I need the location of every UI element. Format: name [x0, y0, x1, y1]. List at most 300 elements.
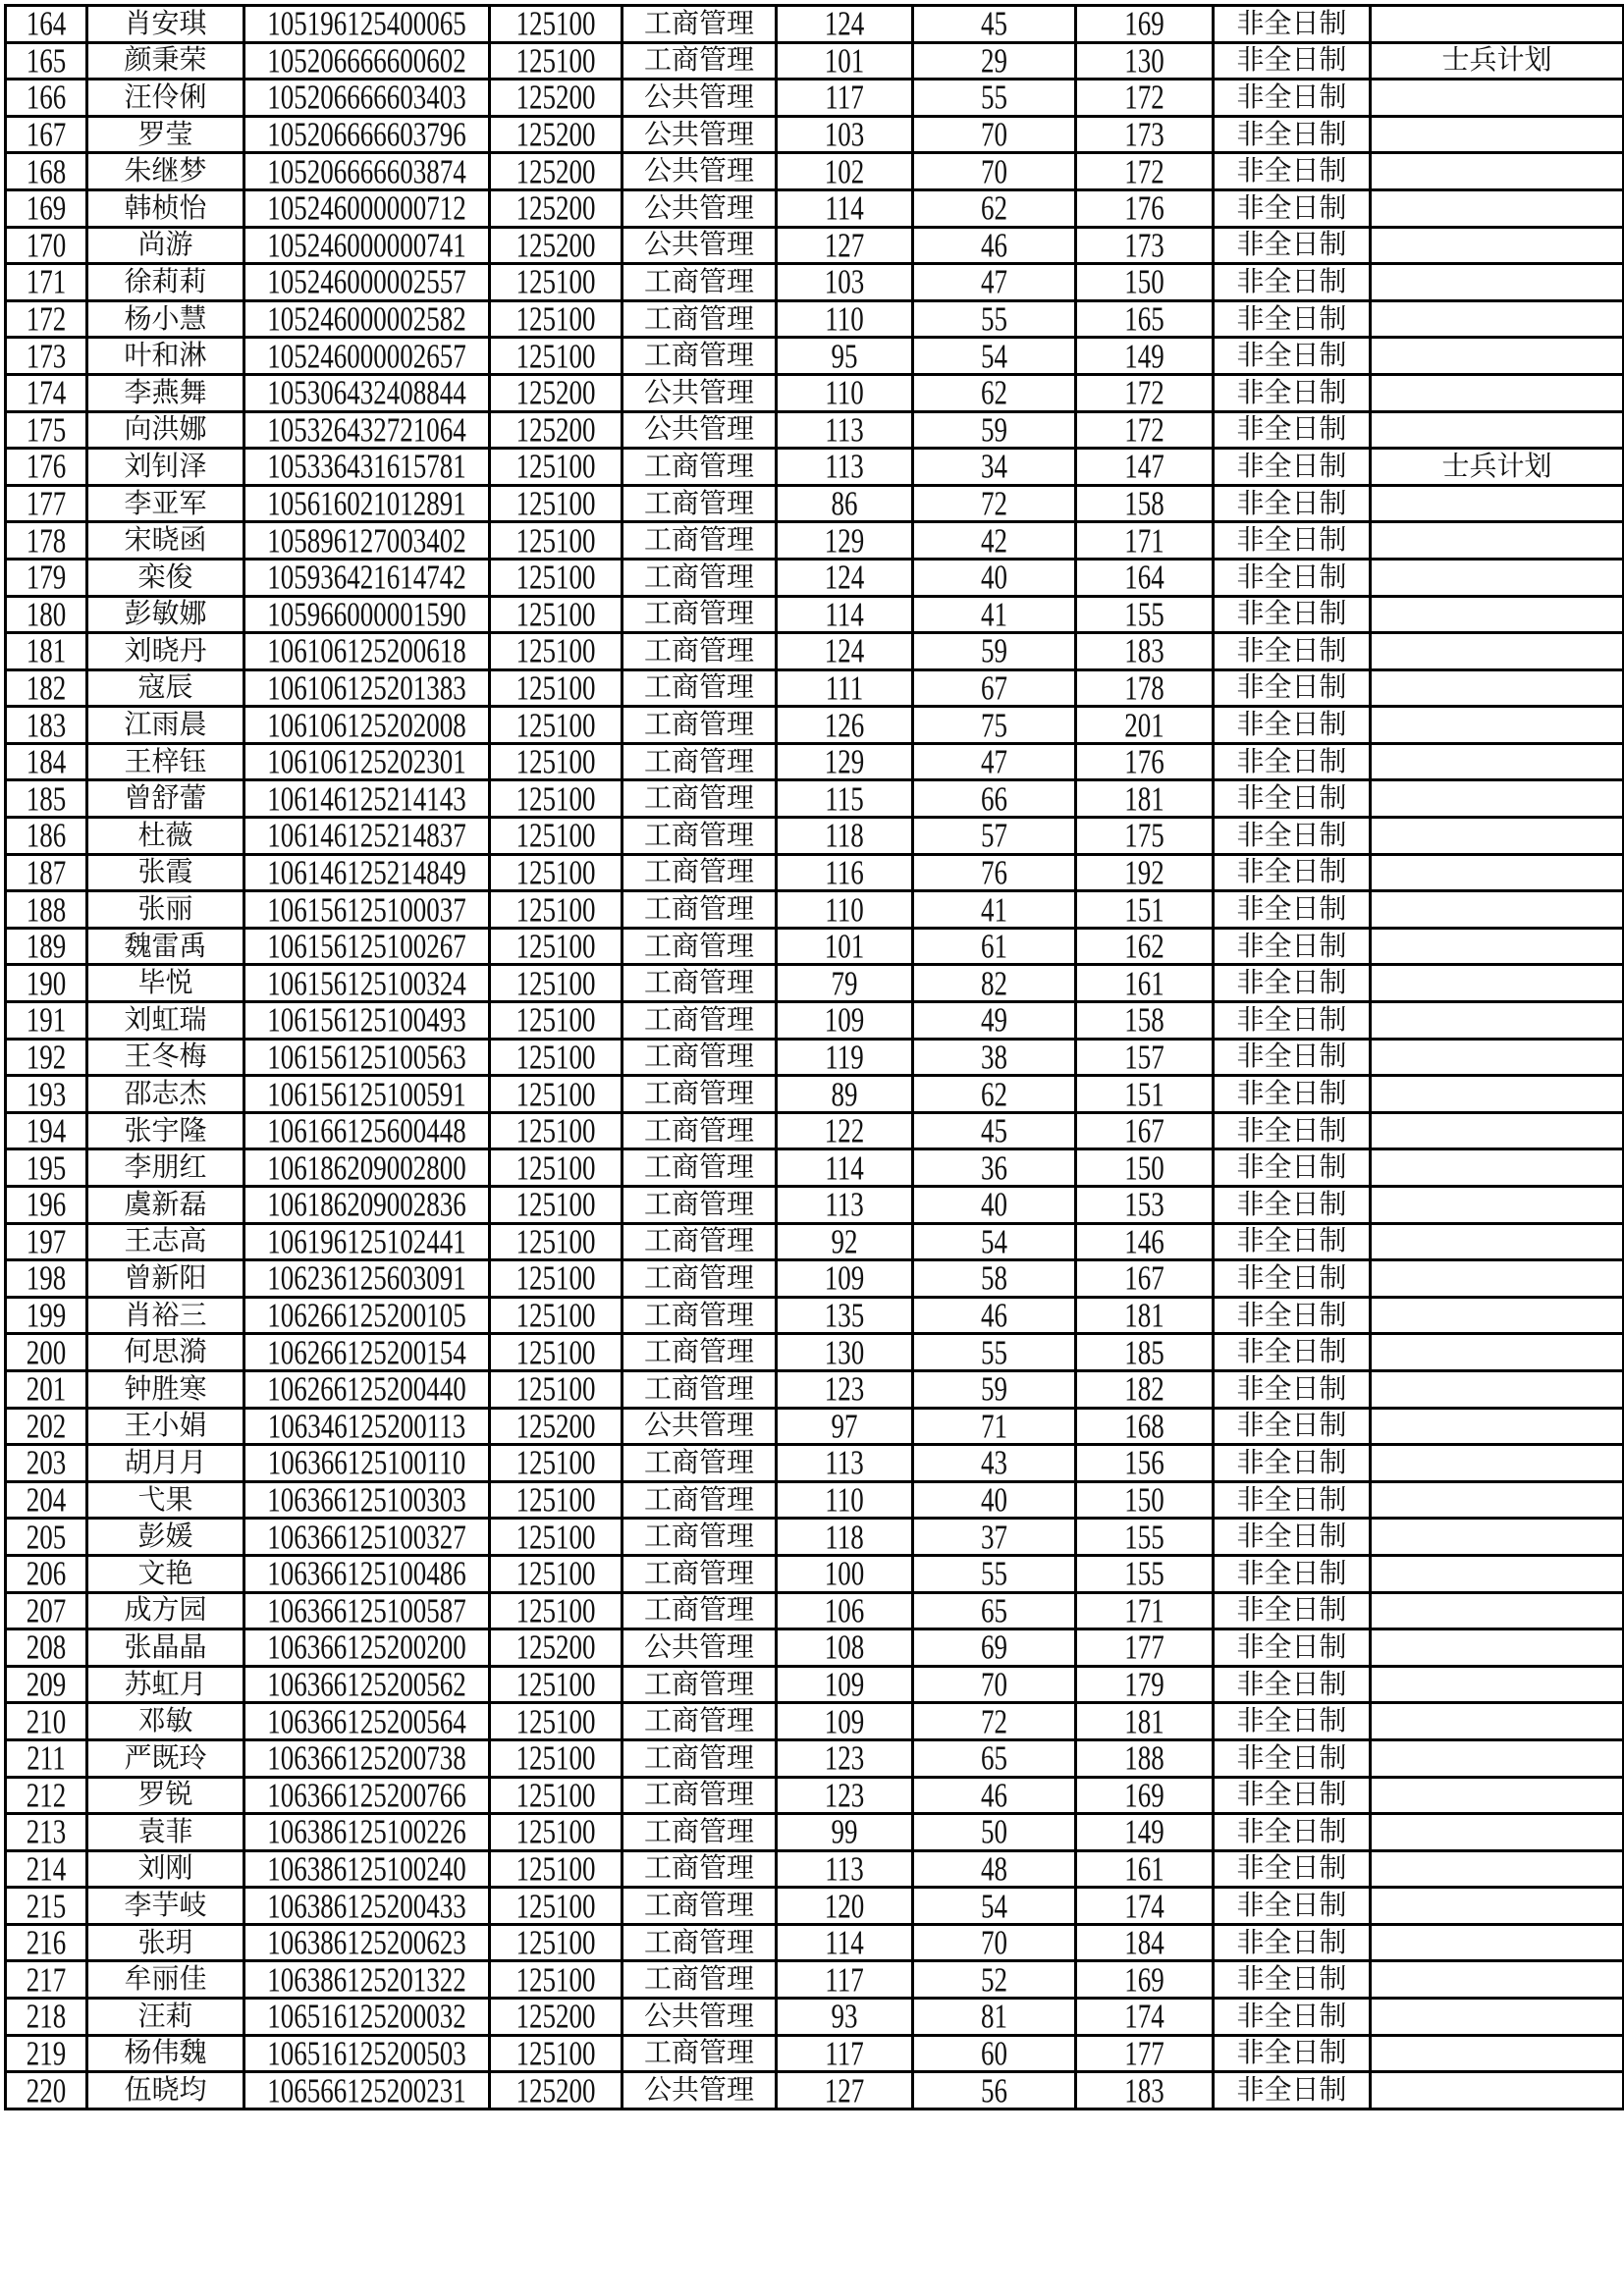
total-score-cell	[1076, 42, 1214, 80]
study-mode-cell	[1214, 449, 1371, 486]
score-2-cell	[913, 965, 1076, 1002]
score-1: 123	[824, 1739, 865, 1777]
table-row	[6, 1924, 1624, 1961]
total-score-cell	[1076, 80, 1214, 117]
program-code-cell	[490, 1961, 623, 1999]
row-number: 198	[26, 1259, 67, 1298]
score-1: 92	[831, 1223, 858, 1260]
score-1-cell	[777, 1629, 913, 1667]
score-2: 59	[981, 411, 1007, 449]
program-code: 125200	[515, 189, 596, 228]
exam-id: 106366125100110	[267, 1444, 466, 1482]
row-number-cell	[6, 1703, 87, 1740]
exam-id: 105306432408844	[267, 374, 466, 412]
study-mode-cell	[1214, 80, 1371, 117]
exam-id: 106266125200105	[267, 1297, 466, 1334]
candidate-name-cell	[87, 559, 244, 596]
score-2: 55	[981, 79, 1007, 117]
exam-id: 105336431615781	[267, 448, 466, 486]
row-number: 189	[26, 928, 67, 965]
score-1-cell	[777, 1555, 913, 1592]
score-1-cell	[777, 1814, 913, 1851]
score-2-cell	[913, 1999, 1076, 2036]
total-score-cell	[1076, 1739, 1214, 1777]
row-number-cell	[6, 1039, 87, 1076]
table-row	[6, 1002, 1624, 1040]
exam-id: 105206666603403	[267, 79, 466, 117]
program-code: 125100	[515, 1039, 596, 1076]
program-name-cell	[623, 1334, 777, 1371]
table-row	[6, 1297, 1624, 1334]
score-2: 70	[981, 152, 1007, 190]
score-1: 123	[824, 1777, 865, 1814]
row-number: 197	[26, 1223, 67, 1260]
note-cell	[1371, 743, 1624, 780]
study-mode-cell	[1214, 1297, 1371, 1334]
exam-id-cell	[244, 1187, 490, 1224]
note-cell	[1371, 1039, 1624, 1076]
program-name: 公共管理	[643, 230, 754, 261]
score-2: 81	[981, 1998, 1007, 2036]
row-number-cell	[6, 1961, 87, 1999]
program-code: 125200	[515, 374, 596, 412]
score-2: 70	[981, 1924, 1007, 1961]
exam-id-cell	[244, 596, 490, 633]
program-code: 125100	[515, 1333, 596, 1371]
row-number-cell	[6, 1666, 87, 1703]
score-1: 126	[824, 706, 865, 744]
exam-id: 106166125600448	[267, 1112, 466, 1149]
program-name: 公共管理	[643, 414, 754, 446]
note-cell	[1371, 189, 1624, 227]
row-number: 214	[26, 1850, 67, 1888]
score-1-cell	[777, 854, 913, 891]
study-mode: 非全日制	[1236, 414, 1347, 446]
total-score-cell	[1076, 1445, 1214, 1482]
table-row	[6, 559, 1624, 596]
study-mode-cell	[1214, 1260, 1371, 1298]
row-number: 176	[26, 448, 67, 486]
candidate-name: 张玥	[137, 1927, 193, 1958]
total-score: 155	[1124, 1518, 1164, 1556]
score-1-cell	[777, 338, 913, 375]
program-name-cell	[623, 6, 777, 43]
row-number: 174	[26, 374, 67, 412]
row-number: 173	[26, 337, 67, 375]
program-name-cell	[623, 1999, 777, 2036]
row-number-cell	[6, 338, 87, 375]
score-2-cell	[913, 596, 1076, 633]
study-mode: 非全日制	[1236, 1853, 1347, 1885]
study-mode-cell	[1214, 1519, 1371, 1556]
table-row	[6, 2072, 1624, 2109]
score-1-cell	[777, 1039, 913, 1076]
study-mode: 非全日制	[1236, 599, 1347, 630]
program-code: 125100	[515, 1370, 596, 1409]
exam-id-cell	[244, 374, 490, 411]
score-1: 117	[825, 79, 864, 117]
score-2-cell	[913, 189, 1076, 227]
score-1-cell	[777, 2072, 913, 2109]
total-score-cell	[1076, 1334, 1214, 1371]
score-1: 110	[825, 300, 864, 338]
note-cell	[1371, 1112, 1624, 1149]
total-score: 181	[1124, 1297, 1164, 1334]
total-score-cell	[1076, 1112, 1214, 1149]
program-name: 工商管理	[643, 820, 754, 851]
total-score: 172	[1124, 79, 1164, 117]
candidate-name: 韩桢怡	[124, 192, 207, 224]
study-mode-cell	[1214, 411, 1371, 449]
exam-id: 106156125100493	[267, 1001, 466, 1040]
program-code-cell	[490, 1445, 623, 1482]
study-mode: 非全日制	[1236, 1152, 1347, 1184]
program-code: 125100	[515, 2035, 596, 2072]
total-score: 177	[1124, 1629, 1164, 1667]
study-mode-cell	[1214, 1739, 1371, 1777]
study-mode: 非全日制	[1236, 1706, 1347, 1737]
row-number: 181	[26, 632, 67, 670]
program-code-cell	[490, 1076, 623, 1113]
exam-id: 106156125100267	[267, 928, 466, 965]
total-score: 162	[1124, 928, 1164, 965]
program-code-cell	[490, 2072, 623, 2109]
row-number: 167	[26, 116, 67, 153]
score-2-cell	[913, 1924, 1076, 1961]
program-name: 公共管理	[643, 2075, 754, 2107]
study-mode: 非全日制	[1236, 1964, 1347, 1996]
candidate-name-cell	[87, 300, 244, 338]
row-number: 170	[26, 227, 67, 264]
score-1-cell	[777, 743, 913, 780]
program-code: 125100	[515, 559, 596, 596]
program-name: 公共管理	[643, 1631, 754, 1663]
study-mode-cell	[1214, 1814, 1371, 1851]
program-name-cell	[623, 1629, 777, 1667]
study-mode-cell	[1214, 1002, 1371, 1040]
exam-id: 106516125200503	[267, 2035, 466, 2072]
program-code-cell	[490, 854, 623, 891]
row-number-cell	[6, 1149, 87, 1187]
candidate-name: 栾俊	[137, 561, 193, 593]
candidate-name-cell	[87, 485, 244, 522]
total-score: 146	[1124, 1223, 1164, 1260]
exam-id-cell	[244, 559, 490, 596]
program-name-cell	[623, 891, 777, 929]
score-2: 56	[981, 2071, 1007, 2109]
note-cell	[1371, 42, 1624, 80]
program-name: 工商管理	[643, 1522, 754, 1553]
total-score: 192	[1124, 854, 1164, 891]
score-2: 40	[981, 559, 1007, 596]
candidate-name: 苏虹月	[124, 1669, 207, 1700]
program-name: 工商管理	[643, 710, 754, 741]
score-2-cell	[913, 153, 1076, 190]
table-row	[6, 669, 1624, 707]
total-score-cell	[1076, 1149, 1214, 1187]
row-number: 193	[26, 1075, 67, 1113]
score-2: 69	[981, 1629, 1007, 1667]
exam-id: 106386125200623	[267, 1924, 466, 1961]
score-2: 40	[981, 1481, 1007, 1519]
total-score: 171	[1124, 521, 1164, 560]
program-code-cell	[490, 1519, 623, 1556]
study-mode: 非全日制	[1236, 1115, 1347, 1147]
program-code-cell	[490, 1002, 623, 1040]
table-row	[6, 854, 1624, 891]
study-mode-cell	[1214, 1481, 1371, 1519]
study-mode-cell	[1214, 1703, 1371, 1740]
exam-id-cell	[244, 633, 490, 670]
study-mode: 非全日制	[1236, 303, 1347, 335]
row-number: 209	[26, 1666, 67, 1703]
total-score: 173	[1124, 116, 1164, 153]
note-cell	[1371, 780, 1624, 818]
score-2: 59	[981, 632, 1007, 670]
score-2-cell	[913, 854, 1076, 891]
candidate-name: 寇辰	[137, 672, 193, 704]
exam-id-cell	[244, 1149, 490, 1187]
total-score: 172	[1124, 152, 1164, 190]
total-score-cell	[1076, 1187, 1214, 1224]
score-1: 123	[824, 1370, 865, 1409]
row-number: 182	[26, 669, 67, 707]
row-number: 183	[26, 706, 67, 744]
score-2: 52	[981, 1960, 1007, 1999]
row-number-cell	[6, 1187, 87, 1224]
table-row	[6, 1666, 1624, 1703]
row-number: 203	[26, 1444, 67, 1482]
program-name-cell	[623, 1370, 777, 1408]
program-name: 工商管理	[643, 341, 754, 372]
exam-id: 106156125100324	[267, 964, 466, 1002]
total-score-cell	[1076, 633, 1214, 670]
note-cell	[1371, 1334, 1624, 1371]
total-score-cell	[1076, 854, 1214, 891]
candidate-name-cell	[87, 1149, 244, 1187]
score-1: 100	[824, 1555, 865, 1593]
exam-id: 106266125200154	[267, 1333, 466, 1371]
study-mode: 非全日制	[1236, 2075, 1347, 2107]
study-mode: 非全日制	[1236, 746, 1347, 777]
row-number-cell	[6, 1297, 87, 1334]
row-number: 191	[26, 1001, 67, 1040]
total-score: 177	[1124, 2035, 1164, 2072]
row-number-cell	[6, 80, 87, 117]
program-code-cell	[490, 707, 623, 744]
exam-id: 105326432721064	[267, 411, 466, 449]
note: 士兵计划	[1441, 451, 1552, 482]
study-mode: 非全日制	[1236, 672, 1347, 704]
score-2: 48	[981, 1850, 1007, 1888]
program-name-cell	[623, 854, 777, 891]
note-cell	[1371, 707, 1624, 744]
candidate-name: 曾舒蕾	[124, 783, 207, 815]
candidate-name: 江雨晨	[124, 710, 207, 741]
total-score-cell	[1076, 1888, 1214, 1925]
candidate-name-cell	[87, 1703, 244, 1740]
candidate-name-cell	[87, 1924, 244, 1961]
total-score-cell	[1076, 1592, 1214, 1629]
score-2: 72	[981, 1702, 1007, 1740]
study-mode-cell	[1214, 2072, 1371, 2109]
row-number: 187	[26, 854, 67, 891]
score-1: 113	[825, 1850, 864, 1888]
table-row	[6, 2035, 1624, 2072]
total-score-cell	[1076, 1076, 1214, 1113]
study-mode-cell	[1214, 854, 1371, 891]
row-number-cell	[6, 374, 87, 411]
note-cell	[1371, 1592, 1624, 1629]
exam-id: 106106125201383	[267, 669, 466, 707]
row-number: 205	[26, 1518, 67, 1556]
program-name-cell	[623, 1481, 777, 1519]
score-2-cell	[913, 669, 1076, 707]
row-number: 213	[26, 1813, 67, 1851]
score-2: 50	[981, 1813, 1007, 1851]
candidate-name: 宋晓函	[124, 525, 207, 557]
program-code: 125100	[515, 1739, 596, 1777]
row-number: 171	[26, 263, 67, 301]
program-name: 工商管理	[643, 1262, 754, 1294]
program-code-cell	[490, 264, 623, 301]
score-2-cell	[913, 1297, 1076, 1334]
exam-id-cell	[244, 338, 490, 375]
candidate-name-cell	[87, 780, 244, 818]
program-code: 125100	[515, 337, 596, 375]
exam-id-cell	[244, 780, 490, 818]
score-2-cell	[913, 6, 1076, 43]
note-cell	[1371, 1555, 1624, 1592]
table-row	[6, 1481, 1624, 1519]
score-1: 103	[824, 116, 865, 153]
program-name-cell	[623, 485, 777, 522]
score-1: 120	[824, 1887, 865, 1925]
program-name-cell	[623, 1555, 777, 1592]
table-row	[6, 300, 1624, 338]
score-2-cell	[913, 116, 1076, 153]
candidate-name-cell	[87, 1408, 244, 1445]
note-cell	[1371, 1002, 1624, 1040]
program-code: 125200	[515, 2071, 596, 2109]
exam-id: 106106125202301	[267, 743, 466, 780]
row-number: 201	[26, 1370, 67, 1409]
candidate-name-cell	[87, 1592, 244, 1629]
exam-id-cell	[244, 6, 490, 43]
candidate-name: 徐莉莉	[124, 266, 207, 297]
table-body	[6, 6, 1624, 2109]
score-2: 54	[981, 1223, 1007, 1260]
note-cell	[1371, 2035, 1624, 2072]
row-number-cell	[6, 449, 87, 486]
candidate-name-cell	[87, 338, 244, 375]
exam-id: 105616021012891	[267, 485, 466, 522]
score-2-cell	[913, 1961, 1076, 1999]
exam-id: 106366125200738	[267, 1739, 466, 1777]
row-number-cell	[6, 1888, 87, 1925]
candidate-name-cell	[87, 153, 244, 190]
exam-id: 106386125100226	[267, 1813, 466, 1851]
score-1-cell	[777, 1408, 913, 1445]
program-name: 工商管理	[643, 1780, 754, 1811]
total-score: 172	[1124, 374, 1164, 412]
candidate-name: 牟丽佳	[124, 1964, 207, 1996]
row-number: 178	[26, 521, 67, 560]
program-name: 工商管理	[643, 1706, 754, 1737]
total-score: 182	[1124, 1370, 1164, 1409]
admission-score-table	[4, 4, 1624, 2110]
score-2: 41	[981, 596, 1007, 633]
table-row	[6, 1850, 1624, 1888]
total-score: 151	[1124, 1075, 1164, 1113]
score-2-cell	[913, 1888, 1076, 1925]
exam-id-cell	[244, 707, 490, 744]
program-name-cell	[623, 449, 777, 486]
program-code-cell	[490, 374, 623, 411]
candidate-name-cell	[87, 1334, 244, 1371]
total-score: 171	[1124, 1592, 1164, 1629]
score-2-cell	[913, 780, 1076, 818]
program-name: 工商管理	[643, 931, 754, 962]
exam-id-cell	[244, 1629, 490, 1667]
score-1: 114	[825, 1148, 864, 1187]
candidate-name-cell	[87, 2035, 244, 2072]
program-code: 125100	[515, 1813, 596, 1851]
exam-id-cell	[244, 1555, 490, 1592]
table-row	[6, 1961, 1624, 1999]
score-1-cell	[777, 2035, 913, 2072]
study-mode-cell	[1214, 1999, 1371, 2036]
score-2-cell	[913, 1481, 1076, 1519]
score-2-cell	[913, 1777, 1076, 1814]
candidate-name-cell	[87, 2072, 244, 2109]
candidate-name: 李朋红	[124, 1152, 207, 1184]
total-score-cell	[1076, 818, 1214, 855]
total-score: 183	[1124, 632, 1164, 670]
score-1-cell	[777, 780, 913, 818]
program-code-cell	[490, 1629, 623, 1667]
total-score: 153	[1124, 1186, 1164, 1224]
score-1-cell	[777, 669, 913, 707]
score-1: 79	[831, 964, 858, 1002]
program-code: 125100	[515, 890, 596, 929]
score-2: 76	[981, 854, 1007, 891]
total-score-cell	[1076, 1370, 1214, 1408]
program-name: 工商管理	[643, 894, 754, 926]
score-2: 70	[981, 1666, 1007, 1703]
candidate-name-cell	[87, 1629, 244, 1667]
score-1: 109	[824, 1001, 865, 1040]
study-mode-cell	[1214, 1888, 1371, 1925]
study-mode-cell	[1214, 891, 1371, 929]
total-score: 173	[1124, 227, 1164, 264]
exam-id-cell	[244, 891, 490, 929]
program-code: 125100	[515, 1259, 596, 1298]
candidate-name: 王冬梅	[124, 1041, 207, 1073]
program-code-cell	[490, 1777, 623, 1814]
program-name-cell	[623, 189, 777, 227]
program-code-cell	[490, 633, 623, 670]
total-score-cell	[1076, 227, 1214, 264]
score-1: 124	[824, 559, 865, 596]
program-code-cell	[490, 1555, 623, 1592]
score-1: 113	[825, 1444, 864, 1482]
exam-id: 106186209002800	[267, 1148, 466, 1187]
table-row	[6, 1777, 1624, 1814]
study-mode: 非全日制	[1236, 635, 1347, 667]
score-1-cell	[777, 1961, 913, 1999]
program-name-cell	[623, 1666, 777, 1703]
